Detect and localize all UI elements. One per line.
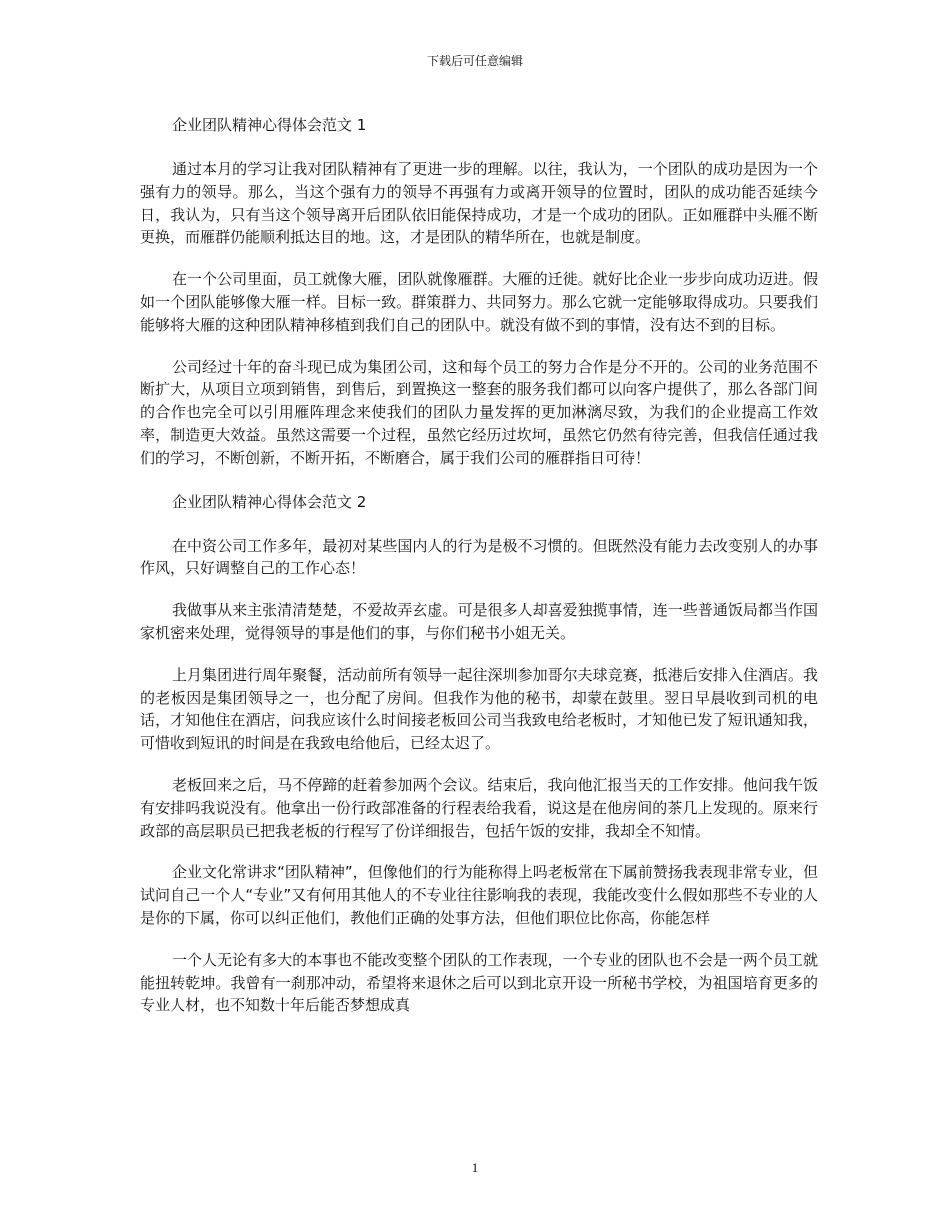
- paragraph: 老板回来之后，马不停蹄的赶着参加两个会议。结束后，我向他汇报当天的工作安排。他问我午饭有安排吗我说没有。他拿出一份行政部准备的行程表给我看，说这是在他房间的茶几上发现的。原来行政部的高层职员已把我老板的行程写了份详细报告，包括午饭的安排，我却全不知情。: [140, 775, 818, 840]
- paragraph: 通过本月的学习让我对团队精神有了更进一步的理解。以往，我认为，一个团队的成功是因为一个强有力的领导。那么，当这个强有力的领导不再强有力或离开领导的位置时，团队的成功能否延续今日，我认为，只有当这个领导离开后团队依旧能保持成功，才是一个成功的团队。正如雁群中头雁不断更换，而雁群仍能顺利抵达目的地。这，才是团队的精华所在，也就是制度。: [140, 160, 818, 247]
- article-title: 企业团队精神心得体会范文 2: [172, 492, 367, 511]
- paragraph: 我做事从来主张清清楚楚，不爱故弄玄虚。可是很多人却喜爱独揽事情，连一些普通饭局都当作国家机密来处理，觉得领导的事是他们的事，与你们秘书小姐无关。: [140, 601, 818, 642]
- paragraph: 公司经过十年的奋斗现已成为集团公司，这和每个员工的努力合作是分不开的。公司的业务范围不断扩大，从项目立项到销售，到售后，到置换这一整套的服务我们都可以向客户提供了，那么各部门间的合作也完全可以引用雁阵理念来使我们的团队力量发挥的更加淋漓尽致，为我们的企业提高工作效率，制造更大效益。虽然这需要一个过程，虽然它经历过坎坷，虽然它仍然有待完善，但我信任通过我们的学习，不断创新，不断开拓，不断磨合，属于我们公司的雁群指日可待！: [140, 357, 818, 467]
- paragraph: 企业文化常讲求“团队精神”，但像他们的行为能称得上吗老板常在下属前赞扬我表现非常专业，但试问自己一个人“专业”又有何用其他人的不专业往往影响我的表现，我能改变什么假如那些不专业的人是你的下属，你可以纠正他们，教他们正确的处事方法，但他们职位比你高，你能怎样: [140, 863, 818, 927]
- page-number: 1: [471, 1160, 479, 1175]
- paragraph: 一个人无论有多大的本事也不能改变整个团队的工作表现，一个专业的团队也不会是一两个员工就能扭转乾坤。我曾有一刹那冲动，希望将来退休之后可以到北京开设一所秘书学校，为祖国培育更多的专业人材，也不知数十年后能否梦想成真: [140, 950, 818, 1015]
- document-body: [140, 112, 818, 1036]
- paragraph: 上月集团进行周年聚餐，活动前所有领导一起往深圳参加哥尔夫球竞赛，抵港后安排入住酒店。我的老板因是集团领导之一，也分配了房间。但我作为他的秘书，却蒙在鼓里。翌日早晨收到司机的电话，才知他住在酒店，问我应该什么时间接老板回公司当我致电给老板时，才知他已发了短讯通知我，可惜收到短讯的时间是在我致电给他后，已经太迟了。: [140, 665, 818, 753]
- article-title: 企业团队精神心得体会范文 1: [172, 116, 367, 134]
- page-header: 下载后可任意编辑: [426, 54, 523, 68]
- paragraph: 在一个公司里面，员工就像大雁，团队就像雁群。大雁的迁徙。就好比企业一步步向成功迈进。假如一个团队能够像大雁一样。目标一致。群策群力、共同努力。那么它就一定能够取得成功。只要我们能够将大雁的这种团队精神移植到我们自己的团队中。就没有做不到的事情，没有达不到的目标。: [140, 270, 818, 334]
- paragraph: 在中资公司工作多年，最初对某些国内人的行为是极不习惯的。但既然没有能力去改变别人的办事作风，只好调整自己的工作心态！: [140, 536, 818, 578]
